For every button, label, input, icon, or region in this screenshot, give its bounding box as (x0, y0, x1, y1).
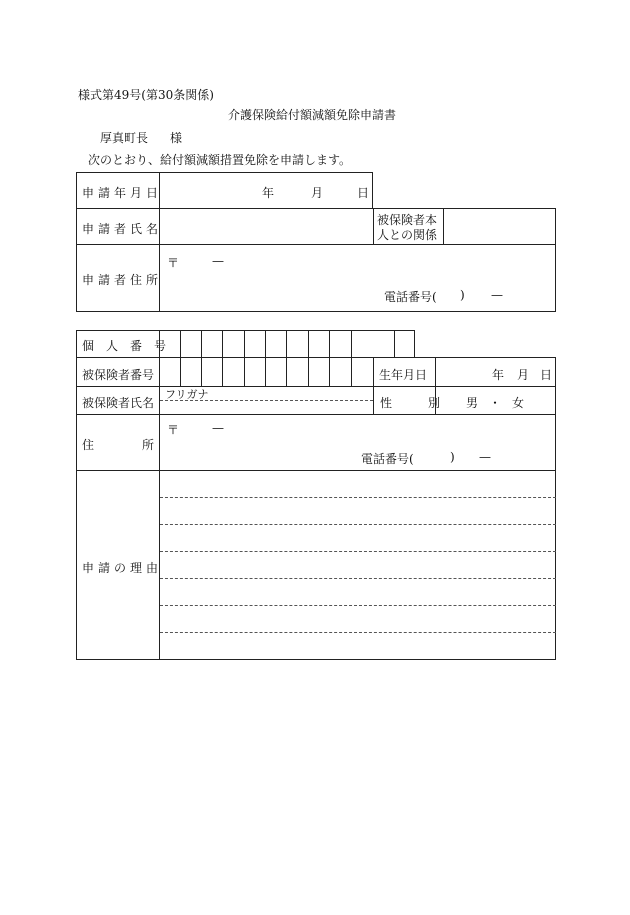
date-day: 日 (357, 186, 370, 200)
insured-postal-mark: 〒 (167, 423, 180, 437)
furigana-label: フリガナ (165, 388, 209, 401)
relation-field[interactable] (447, 212, 552, 240)
insured-postal-dash: — (212, 421, 224, 435)
insured-address-label: 住 所 (82, 438, 155, 452)
sex-female-option[interactable]: 女 (512, 396, 525, 410)
date-label: 申請年月日 (82, 186, 163, 200)
date-year: 年 (262, 186, 275, 200)
personal-number-field[interactable] (160, 331, 414, 357)
intro-text: 次のとおり、給付額減額措置免除を申請します。 (88, 153, 352, 167)
insured-phone-close: ) (450, 450, 455, 464)
insured-name-field[interactable] (161, 401, 371, 413)
applicant-address-label: 申請者住所 (82, 273, 163, 287)
reason-line (160, 605, 556, 606)
reason-line (160, 497, 556, 498)
honorific: 様 (170, 131, 183, 145)
insured-name-label: 被保険者氏名 (82, 396, 155, 410)
applicant-postal-mark: 〒 (167, 256, 180, 270)
sex-male-option[interactable]: 男 (466, 396, 479, 410)
reason-line (160, 578, 556, 579)
insured-phone-label: 電話番号( (361, 452, 414, 466)
insured-number-field[interactable] (160, 358, 372, 385)
relation-label-line2: 人との関係 (377, 228, 438, 242)
applicant-phone-dash: — (491, 288, 503, 302)
insured-phone-dash: — (479, 450, 491, 464)
reason-line (160, 632, 556, 633)
applicant-phone-label: 電話番号( (384, 290, 437, 304)
applicant-name-label: 申請者氏名 (82, 222, 163, 236)
reason-label: 申請の理由 (82, 561, 163, 575)
reason-line (160, 524, 556, 525)
applicant-postal-dash: — (212, 254, 224, 268)
addressee: 厚真町長 (100, 131, 149, 145)
reason-field[interactable] (162, 473, 552, 656)
form-title: 介護保険給付額減額免除申請書 (228, 108, 397, 122)
sex-separator: ・ (489, 396, 502, 410)
birthdate-label: 生年月日 (379, 368, 428, 382)
birth-year: 年 (492, 368, 505, 382)
applicant-name-field[interactable] (163, 212, 368, 240)
birth-month: 月 (517, 368, 530, 382)
applicant-phone-close: ) (460, 288, 465, 302)
personal-number-label: 個 人 番 号 (82, 339, 167, 353)
date-month: 月 (311, 186, 324, 200)
insured-number-label: 被保険者番号 (82, 368, 155, 382)
birth-day: 日 (540, 368, 553, 382)
sex-label: 性 別 (380, 396, 441, 410)
relation-label-line1: 被保険者本 (377, 213, 438, 227)
form-number: 様式第49号(第30条関係) (78, 88, 214, 102)
reason-line (160, 551, 556, 552)
